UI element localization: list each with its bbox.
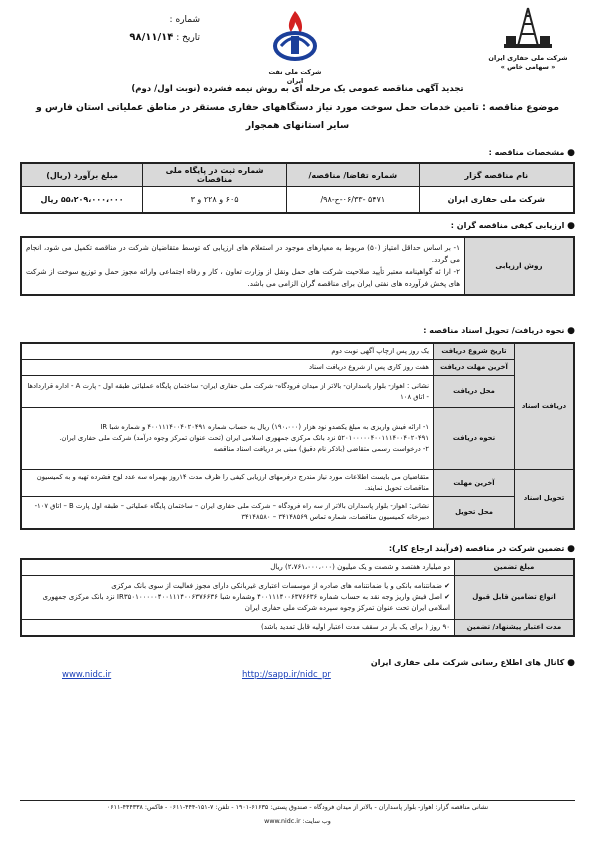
evaluation-heading-text: ارزیابی کیفی مناقصه گران : bbox=[450, 221, 565, 230]
start-value: یک روز پس ازچاپ آگهی نوبت دوم bbox=[21, 343, 434, 360]
channels-heading-text: کانال های اطلاع رسانی شرکت ملی حفاری ایران bbox=[370, 658, 565, 667]
specs-request-number: ۵۴۷۱ -۰۶/۳۳-ح-۹۸/ bbox=[286, 187, 419, 213]
footer-address: نشانی مناقصه گزار: اهواز- بلوار پاسداران - بالاتر از میدان فرودگاه - صندوق پستی: ۶۱۶۳۵-۱۹۰۱ - تلفن: ۷-۱۵۱-۴۴۴-۰۶۱۱ - فاکس: ۴۴۴۳۳۸-۰۶۱۱ bbox=[106, 804, 489, 811]
sapp-channel-link[interactable]: http://sapp.ir/nidc_pr bbox=[242, 670, 331, 680]
deadline-label: آخرین مهلت دریافت bbox=[434, 360, 515, 376]
deliver-place-label: محل تحویل bbox=[434, 497, 515, 529]
place-value: نشانی : اهواز- بلوار پاسداران- بالاتر از میدان فرودگاه- شرکت ملی حفاری ایران- ساختمان پایگاه عملیاتی طبقه اول - پارت A - اداره قراردادها - اتاق ۱۰۸ bbox=[21, 376, 434, 408]
guarantee-table bbox=[20, 558, 575, 637]
guarantee-types-label: انواع تضامین قابل قبول bbox=[455, 576, 575, 620]
channels-heading bbox=[371, 658, 575, 668]
website-link[interactable]: www.nidc.ir bbox=[62, 670, 112, 680]
place-label: محل دریافت bbox=[434, 376, 515, 408]
specs-heading-text: مشخصات مناقصه : bbox=[488, 148, 565, 157]
validity-label: مدت اعتبار پیشنهاد/ تضمین bbox=[455, 620, 575, 637]
bullet-icon: ● bbox=[567, 658, 575, 668]
start-label: تاریخ شروع دریافت bbox=[434, 343, 515, 360]
check-icon: ✔ bbox=[444, 582, 450, 590]
notice-title: تجدید آگهی مناقصه عمومی یک مرحله ای به روش نیمه فشرده (نوبت اول/ دوم) bbox=[131, 84, 464, 94]
company-type: « سهامی خاص » bbox=[500, 63, 556, 71]
method-label: نحوه دریافت bbox=[434, 408, 515, 470]
footer-divider bbox=[20, 800, 575, 801]
documents-heading-text: نحوه دریافت/ تحویل اسناد مناقصه : bbox=[423, 326, 565, 335]
method-item-1: ۱- ارائه فیش واریزی به مبلغ یکصدو نود هزار (۱۹۰،۰۰۰) ریال به حساب شماره ۴۰۰۱۱۱۴۰۰۴۰۲۰۴۹۱ و شماره شبا IR ۵۲۰۱۰۰۰۰۰۴۰۰۱۱۱۴۰۰۴۰۲۰۴۹۱ نزد بانک مرکزی جمهوری اسلامی ایران (تحت عنوان تمرکز وجوه درآمد) شرکت ملی حفاری ایران. bbox=[59, 423, 429, 442]
deliver-place-value: نشانی: اهواز- بلوار پاسداران بالاتر از سه راه فرودگاه – شرکت ملی حفاری ایران – ساختمان پایگاه عملیاتی – طبقه اول پارت B – اتاق ۱۰۷- دبیرخانه کمیسیون مناقصات، شماره تماس ۳۴۱۴۸۵۶۹ – ۳۴۱۴۸۵۸۰ bbox=[21, 497, 434, 529]
guarantee-heading-text: تضمین شرکت در مناقصه (فرآیند ارجاع کار): bbox=[388, 544, 565, 553]
method-content bbox=[21, 408, 434, 470]
guarantee-type-2 bbox=[26, 592, 450, 614]
specs-header-organizer: نام مناقصه گزار bbox=[419, 163, 574, 187]
evaluation-table bbox=[20, 236, 575, 296]
specs-registry: ۶۰۵ و ۲۲۸ و ۳ bbox=[143, 187, 287, 213]
evaluation-label: روش ارزیابی bbox=[465, 237, 575, 295]
number-label: شماره : bbox=[169, 15, 200, 25]
last-deadline-label: آخرین مهلت bbox=[434, 470, 515, 497]
specs-header-request-number: شماره تقاضا/ مناقصه/ bbox=[286, 163, 419, 187]
guarantee-amount-label: مبلغ تضمین bbox=[455, 559, 575, 576]
date-value: ۹۸/۱۱/۱۴ bbox=[129, 32, 174, 43]
deadline-value: هفت روز کاری پس از شروع دریافت اسناد bbox=[21, 360, 434, 376]
validity-value: ۹۰ روز ( برای یک بار در سقف مدت اعتبار اولیه قابل تمدید باشد) bbox=[21, 620, 455, 637]
documents-table bbox=[20, 342, 575, 530]
evaluation-heading bbox=[451, 221, 575, 231]
guarantee-amount-value: دو میلیارد هفتصد و شصت و یک میلیون (۲،۷۶۱،۰۰۰،۰۰۰) ریال bbox=[21, 559, 455, 576]
specs-estimate: ۵۵،۲۰۹،۰۰۰،۰۰۰ ریال bbox=[21, 187, 143, 213]
guarantee-heading bbox=[389, 544, 575, 554]
deliver-group-label: تحویل اسناد bbox=[515, 470, 575, 529]
bullet-icon: ● bbox=[567, 221, 575, 231]
specs-heading bbox=[489, 148, 575, 158]
nioc-emblem-icon bbox=[267, 8, 323, 64]
evaluation-content bbox=[21, 237, 465, 295]
guarantee-type-2-text: اصل فیش واریز وجه نقد به حساب شماره ۴۰۰۱۱۱۴۰۰۶۳۷۶۶۳۶ وشماره شبا IR۳۵۰۱۰۰۰۰۰۴۰۰۱۱۱۴۰۰۶۳۷۶۶۳۶ نزد بانک مرکزی جمهوری اسلامی ایران تحت عنوان تمرکز وجوه سپرده شرکت ملی حفاری ایران bbox=[42, 593, 450, 612]
bullet-icon: ● bbox=[567, 148, 575, 158]
documents-heading bbox=[423, 326, 575, 336]
nioc-caption: شرکت ملی نفت ایران bbox=[268, 68, 322, 85]
evaluation-item-1: ۱- بر اساس حداقل امتیاز (۵۰) مربوط به معیارهای موجود در استعلام های ارزیابی که توسط متقاضیان شرکت در مناقصه تکمیل می شود، انجام می گردد. bbox=[26, 243, 460, 264]
guarantee-type-1-text: ضمانتنامه بانکی و یا ضمانتنامه های صادره از موسسات اعتباری غیربانکی دارای مجوز فعالیت از سوی بانک مرکزی bbox=[111, 582, 442, 590]
specs-header-registry: شماره ثبت در پایگاه ملی مناقصات bbox=[143, 163, 287, 187]
receive-group-label: دریافت اسناد bbox=[515, 343, 575, 470]
last-deadline-value: متقاضیان می بایست اطلاعات مورد نیاز مندرج درفرمهای ارزیابی کیفی را ظرف مدت ۱۴روز بهمراه سه عدد لوح فشرده تهیه و به کمیسیون مناقصات تحویل نمایند. bbox=[21, 470, 434, 497]
check-icon: ✔ bbox=[444, 593, 450, 601]
method-item-2: ۲- درخواست رسمی متقاضی (باذکر نام دقیق) مبنی بر دریافت اسناد مناقصه bbox=[213, 445, 429, 453]
bullet-icon: ● bbox=[567, 544, 575, 554]
evaluation-item-2: ۲- ارا ئه گواهینامه معتبر تأیید صلاحیت شرکت های حمل ونقل از وزارت تعاون ، کار و رفاه اجتماعی وارائه مجوز حمل و توزیع سوخت از شرکت های پخش فرآورده های نفتی ایران برای مناقصه گران الزامی می باشد. bbox=[26, 267, 460, 288]
tender-subject: موضوع مناقصه : تامین خدمات حمل سوخت مورد نیاز دستگاههای حفاری مستقر در مناطق عملیاتی استان فارس و سایر استانهای همجوار bbox=[36, 102, 559, 131]
specs-organizer: شرکت ملی حفاری ایران bbox=[419, 187, 574, 213]
bullet-icon: ● bbox=[567, 326, 575, 336]
footer-website: وب سایت: www.nidc.ir bbox=[264, 818, 331, 825]
specs-table bbox=[20, 162, 575, 214]
nidc-logo bbox=[478, 6, 578, 72]
specs-header-estimate: مبلغ برآورد (ریال) bbox=[21, 163, 143, 187]
date-label: تاریخ : bbox=[176, 33, 200, 43]
guarantee-type-1 bbox=[26, 581, 450, 592]
drilling-rig-icon bbox=[498, 6, 558, 50]
nioc-logo bbox=[262, 8, 328, 86]
company-name: شرکت ملی حفاری ایران bbox=[488, 54, 568, 62]
guarantee-types bbox=[21, 576, 455, 620]
header-meta bbox=[60, 12, 200, 47]
